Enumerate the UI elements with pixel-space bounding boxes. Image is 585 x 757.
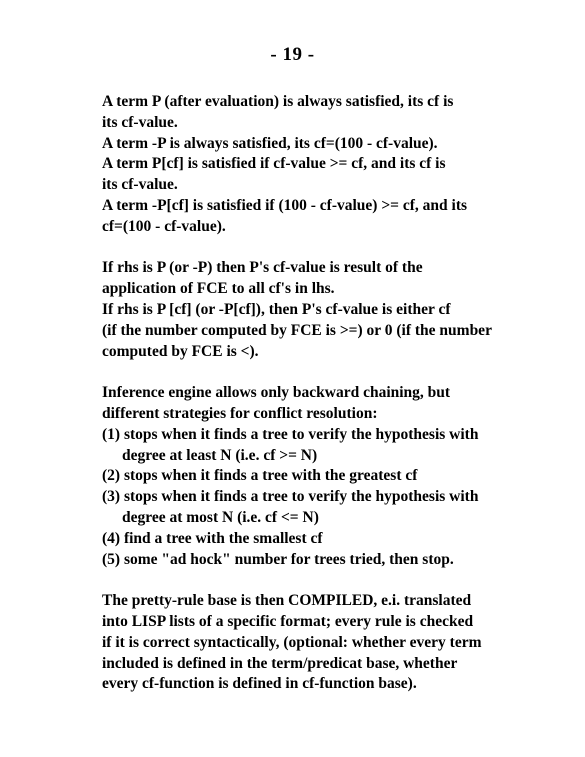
text-line: application of FCE to all cf's in lhs. [102,280,335,298]
text-line: A term -P[cf] is satisfied if (100 - cf-value) >= cf, and its [102,196,468,214]
text-line: A term P[cf] is satisfied if cf-value >= cf, and its cf is [102,155,446,173]
text-line: computed by FCE is <). [102,342,259,360]
text-line: A term -P is always satisfied, its cf=(100 - cf-value). [102,134,438,152]
text-line: different strategies for conflict resolution: [102,404,378,422]
text-line: If rhs is P [cf] (or -P[cf]), then P's cf-value is either cf [102,300,451,318]
page-number: - 19 - [270,44,315,65]
text-line: (if the number computed by FCE is >=) or 0 (if the number [102,321,492,339]
paragraph-inference-engine [102,383,542,570]
paragraph-compilation [102,591,542,695]
text-line: Inference engine allows only backward chaining, but [102,384,451,402]
paragraph-rhs-cf-value [102,258,542,362]
text-line: cf=(100 - cf-value). [102,217,226,235]
text-line: into LISP lists of a specific format; every rule is checked [102,612,474,630]
strategy-item: (1) stops when it finds a tree to verify the hypothesis with [102,425,479,443]
strategy-item: (4) find a tree with the smallest cf [102,529,323,547]
strategy-item: (2) stops when it finds a tree with the greatest cf [102,467,418,485]
text-line: The pretty-rule base is then COMPILED, e.i. translated [102,592,472,610]
text-line: if it is correct syntactically, (optional: whether every term [102,633,482,651]
text-line: If rhs is P (or -P) then P's cf-value is result of the [102,259,423,277]
text-line: its cf-value. [102,113,178,131]
strategy-item-continuation: degree at most N (i.e. cf <= N) [122,508,319,526]
strategy-item: (3) stops when it finds a tree to verify the hypothesis with [102,488,479,506]
body-text [102,92,542,716]
text-line: its cf-value. [102,176,178,194]
text-line: included is defined in the term/predicat base, whether [102,654,458,672]
strategy-item-continuation: degree at least N (i.e. cf >= N) [122,446,318,464]
text-line: every cf-function is defined in cf-function base). [102,675,417,693]
paragraph-term-satisfaction [102,92,542,238]
text-line: A term P (after evaluation) is always satisfied, its cf is [102,93,454,110]
strategy-item: (5) some "ad hock" number for trees tried, then stop. [102,550,454,568]
